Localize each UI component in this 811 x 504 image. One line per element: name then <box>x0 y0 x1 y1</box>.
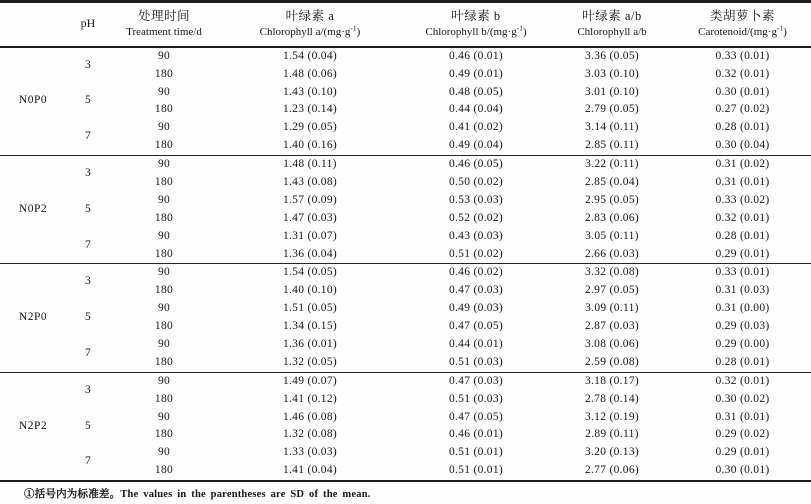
table-row <box>0 174 811 192</box>
footnote-english: The values in the parentheses are SD of the mean. <box>120 488 371 500</box>
cell-chlorophyll-ab: 3.36 (0.05) <box>584 49 640 62</box>
cell-carotenoid: 0.33 (0.01) <box>715 49 770 62</box>
ph-value: 3 <box>66 264 110 300</box>
cell-chlorophyll-a: 1.33 (0.03) <box>282 446 338 459</box>
col-header-chlorophyll-a <box>218 2 402 47</box>
cell-chlorophyll-a: 1.41 (0.04) <box>282 464 338 477</box>
table-body <box>0 47 811 481</box>
cell-carotenoid: 0.27 (0.02) <box>715 103 770 116</box>
cell-treatment-time: 90 <box>110 372 218 390</box>
cell-chlorophyll-ab: 3.20 (0.13) <box>584 446 640 459</box>
chlorophyll-b-label-zh: 叶绿素 b <box>451 9 501 23</box>
cell-carotenoid: 0.30 (0.01) <box>715 464 770 477</box>
cell-chlorophyll-ab: 3.22 (0.11) <box>550 155 674 173</box>
cell-treatment-time: 180 <box>154 428 174 441</box>
cell-treatment-time: 180 <box>154 247 174 260</box>
table-row <box>0 336 811 354</box>
cell-chlorophyll-ab: 3.05 (0.11) <box>585 229 639 242</box>
cell-carotenoid: 0.32 (0.01) <box>715 67 770 80</box>
cell-chlorophyll-b: 0.46 (0.01) <box>448 49 504 62</box>
table-row <box>0 210 811 228</box>
cell-chlorophyll-b: 0.51 (0.01) <box>448 446 504 459</box>
chlorophyll-a-label-en: Chlorophyll $a/(mg\cdot g^{-1})$ <box>259 23 361 39</box>
cell-carotenoid: 0.29 (0.02) <box>715 428 770 441</box>
cell-treatment-time: 90 <box>110 264 218 282</box>
table-row <box>0 227 811 245</box>
col-header-chlorophyll-ab <box>550 2 674 47</box>
superscript-unit: -1 <box>516 23 523 33</box>
table-row <box>0 245 811 263</box>
cell-treatment-time: 90 <box>157 337 171 350</box>
cell-treatment-time: 180 <box>154 284 174 297</box>
ph-value: 3 <box>84 58 92 71</box>
cell-chlorophyll-ab: 3.03 (0.10) <box>584 67 640 80</box>
table-row <box>0 65 811 83</box>
col-header-carotenoid <box>674 2 811 47</box>
cell-carotenoid: 0.31 (0.00) <box>715 302 770 315</box>
group-label-n0p0: N0P0 <box>18 94 48 107</box>
cell-carotenoid: 0.29 (0.01) <box>715 247 770 260</box>
col-header-chlorophyll-b <box>402 2 550 47</box>
ph-value: 3 <box>66 155 110 191</box>
cell-chlorophyll-b: 0.47 (0.03) <box>448 284 504 297</box>
group-label-n2p0: N2P0 <box>0 264 66 372</box>
cell-treatment-time: 90 <box>157 302 171 315</box>
ph-header-label: pH <box>80 16 96 31</box>
table-row <box>0 282 811 300</box>
cell-carotenoid: 0.32 (0.01) <box>674 372 811 390</box>
cell-chlorophyll-b: 0.46 (0.01) <box>448 428 504 441</box>
cell-treatment-time: 90 <box>157 193 171 206</box>
table-row <box>0 47 811 66</box>
cell-treatment-time: 180 <box>154 139 174 152</box>
cell-chlorophyll-b: 0.46 (0.02) <box>402 264 550 282</box>
ph-value: 7 <box>84 346 92 359</box>
table-row <box>0 155 811 173</box>
table-row <box>0 300 811 318</box>
cell-carotenoid: 0.31 (0.01) <box>715 175 770 188</box>
cell-carotenoid: 0.29 (0.00) <box>715 337 770 350</box>
cell-treatment-time: 180 <box>154 175 174 188</box>
cell-chlorophyll-b: 0.43 (0.03) <box>448 229 504 242</box>
cell-treatment-time: 180 <box>154 355 174 368</box>
col-header-treatment-time <box>110 2 218 47</box>
cell-chlorophyll-ab: 3.32 (0.08) <box>550 264 674 282</box>
table-row <box>0 354 811 372</box>
cell-carotenoid: 0.31 (0.02) <box>674 155 811 173</box>
table-row <box>0 137 811 155</box>
cell-chlorophyll-a: 1.29 (0.05) <box>282 121 338 134</box>
cell-treatment-time: 90 <box>157 410 171 423</box>
treatment-time-label-en: Treatment time/d <box>126 26 202 39</box>
cell-chlorophyll-a: 1.57 (0.09) <box>282 193 338 206</box>
cell-chlorophyll-ab: 3.18 (0.17) <box>550 372 674 390</box>
cell-carotenoid: 0.32 (0.01) <box>715 211 770 224</box>
cell-chlorophyll-ab: 3.08 (0.06) <box>584 337 640 350</box>
cell-chlorophyll-b: 0.44 (0.04) <box>448 103 504 116</box>
cell-chlorophyll-a: 1.36 (0.01) <box>282 337 338 350</box>
cell-chlorophyll-ab: 3.14 (0.11) <box>585 121 639 134</box>
cell-chlorophyll-a: 1.54 (0.04) <box>282 49 338 62</box>
cell-chlorophyll-a: 1.31 (0.07) <box>282 229 338 242</box>
cell-chlorophyll-ab: 2.85 (0.04) <box>584 175 640 188</box>
cell-treatment-time: 90 <box>157 446 171 459</box>
cell-chlorophyll-b: 0.49 (0.01) <box>448 67 504 80</box>
cell-chlorophyll-b: 0.50 (0.02) <box>448 175 504 188</box>
ph-value: 7 <box>84 238 92 251</box>
cell-chlorophyll-b: 0.47 (0.05) <box>448 410 504 423</box>
table-row <box>0 83 811 101</box>
table-footnote <box>0 482 811 501</box>
cell-chlorophyll-a: 1.49 (0.07) <box>218 372 402 390</box>
cell-chlorophyll-a: 1.32 (0.05) <box>282 355 338 368</box>
cell-treatment-time: 90 <box>110 155 218 173</box>
cell-chlorophyll-ab: 2.77 (0.06) <box>584 464 640 477</box>
chlorophyll-ab-label-en: Chlorophyll a/b <box>577 26 647 39</box>
table-row <box>0 119 811 137</box>
cell-chlorophyll-b: 0.51 (0.03) <box>448 392 504 405</box>
cell-chlorophyll-a: 1.43 (0.08) <box>282 175 338 188</box>
table-row <box>0 444 811 462</box>
cell-carotenoid: 0.30 (0.02) <box>715 392 770 405</box>
cell-chlorophyll-ab: 2.97 (0.05) <box>584 284 640 297</box>
group-label-n2p2: N2P2 <box>0 372 66 481</box>
cell-chlorophyll-ab: 2.83 (0.06) <box>584 211 640 224</box>
ph-value: 5 <box>84 94 92 107</box>
carotenoid-label-en: Carotenoid/$(mg\cdot g^{-1})$ <box>698 23 787 39</box>
table-row <box>0 264 811 282</box>
cell-chlorophyll-ab: 2.89 (0.11) <box>585 428 639 441</box>
cell-chlorophyll-b: 0.51 (0.01) <box>448 464 504 477</box>
cell-chlorophyll-b: 0.47 (0.03) <box>402 372 550 390</box>
cell-chlorophyll-b: 0.52 (0.02) <box>448 211 504 224</box>
cell-chlorophyll-b: 0.47 (0.05) <box>448 320 504 333</box>
cell-treatment-time: 180 <box>154 392 174 405</box>
cell-chlorophyll-b: 0.53 (0.03) <box>448 193 504 206</box>
chlorophyll-b-label-en: Chlorophyll $b/(mg\cdot g^{-1})$ <box>425 23 527 39</box>
cell-chlorophyll-a: 1.40 (0.16) <box>282 139 338 152</box>
superscript-unit: -1 <box>776 23 784 33</box>
cell-treatment-time: 180 <box>154 103 174 116</box>
table-row <box>0 462 811 481</box>
cell-treatment-time: 90 <box>157 229 171 242</box>
ph-value: 7 <box>84 130 92 143</box>
ph-value: 3 <box>66 372 110 408</box>
cell-chlorophyll-b: 0.49 (0.03) <box>448 302 504 315</box>
cell-carotenoid: 0.31 (0.01) <box>715 410 770 423</box>
col-header-group <box>0 2 66 47</box>
cell-chlorophyll-ab: 2.78 (0.14) <box>584 392 640 405</box>
cell-chlorophyll-b: 0.51 (0.03) <box>448 355 504 368</box>
treatment-time-label-zh: 处理时间 <box>137 9 190 23</box>
header-row <box>0 2 811 47</box>
group-label-n0p2: N0P2 <box>0 155 66 263</box>
cell-chlorophyll-ab: 2.79 (0.05) <box>584 103 640 116</box>
table-row <box>0 101 811 119</box>
table-row <box>0 372 811 390</box>
cell-carotenoid: 0.29 (0.01) <box>715 446 770 459</box>
footnote-chinese: ①括号内为标准差。 <box>24 488 121 500</box>
cell-carotenoid: 0.33 (0.01) <box>674 264 811 282</box>
table-row <box>0 192 811 210</box>
cell-chlorophyll-b: 0.51 (0.02) <box>448 247 504 260</box>
carotenoid-label-zh: 类胡萝卜素 <box>709 9 775 23</box>
cell-chlorophyll-a: 1.23 (0.14) <box>282 103 338 116</box>
cell-chlorophyll-ab: 2.95 (0.05) <box>584 193 640 206</box>
cell-chlorophyll-a: 1.41 (0.12) <box>282 392 338 405</box>
cell-chlorophyll-a: 1.48 (0.06) <box>282 67 338 80</box>
ph-value: 5 <box>84 202 92 215</box>
cell-treatment-time: 180 <box>154 320 174 333</box>
ph-value: 5 <box>84 419 92 432</box>
cell-chlorophyll-ab: 3.09 (0.11) <box>585 302 639 315</box>
table-header <box>0 2 811 47</box>
superscript-unit: -1 <box>350 23 357 33</box>
cell-chlorophyll-b: 0.48 (0.05) <box>448 85 504 98</box>
cell-chlorophyll-a: 1.47 (0.03) <box>282 211 338 224</box>
cell-chlorophyll-a: 1.36 (0.04) <box>282 247 338 260</box>
ph-value: 5 <box>84 311 92 324</box>
cell-chlorophyll-a: 1.54 (0.05) <box>218 264 402 282</box>
cell-carotenoid: 0.28 (0.01) <box>715 121 770 134</box>
table-row <box>0 408 811 426</box>
table-row <box>0 426 811 444</box>
ph-value: 7 <box>84 455 92 468</box>
cell-treatment-time: 180 <box>154 464 174 477</box>
cell-carotenoid: 0.29 (0.03) <box>715 320 770 333</box>
cell-chlorophyll-a: 1.40 (0.10) <box>282 284 338 297</box>
cell-carotenoid: 0.28 (0.01) <box>715 229 770 242</box>
cell-chlorophyll-ab: 3.01 (0.10) <box>584 85 640 98</box>
chlorophyll-a-label-zh: 叶绿素 a <box>285 9 335 23</box>
cell-chlorophyll-b: 0.41 (0.02) <box>448 121 504 134</box>
cell-chlorophyll-b: 0.46 (0.05) <box>402 155 550 173</box>
cell-chlorophyll-ab: 2.59 (0.08) <box>584 355 640 368</box>
cell-chlorophyll-ab: 3.12 (0.19) <box>584 410 640 423</box>
cell-treatment-time: 90 <box>157 121 171 134</box>
cell-treatment-time: 90 <box>157 49 171 62</box>
table-row <box>0 318 811 336</box>
table-row <box>0 390 811 408</box>
cell-treatment-time: 90 <box>157 85 171 98</box>
cell-chlorophyll-a: 1.48 (0.11) <box>218 155 402 173</box>
cell-carotenoid: 0.30 (0.01) <box>715 85 770 98</box>
cell-carotenoid: 0.33 (0.02) <box>715 193 770 206</box>
cell-carotenoid: 0.31 (0.03) <box>715 284 770 297</box>
cell-carotenoid: 0.30 (0.04) <box>715 139 770 152</box>
cell-treatment-time: 180 <box>154 211 174 224</box>
cell-chlorophyll-a: 1.34 (0.15) <box>282 320 338 333</box>
cell-chlorophyll-a: 1.46 (0.08) <box>282 410 338 423</box>
cell-chlorophyll-a: 1.43 (0.10) <box>282 85 338 98</box>
cell-treatment-time: 180 <box>154 67 174 80</box>
col-header-ph <box>66 2 110 47</box>
cell-chlorophyll-a: 1.51 (0.05) <box>282 302 338 315</box>
cell-chlorophyll-ab: 2.66 (0.03) <box>584 247 640 260</box>
cell-chlorophyll-a: 1.32 (0.08) <box>282 428 338 441</box>
cell-carotenoid: 0.28 (0.01) <box>715 355 770 368</box>
cell-chlorophyll-b: 0.44 (0.01) <box>448 337 504 350</box>
cell-chlorophyll-b: 0.49 (0.04) <box>448 139 504 152</box>
cell-chlorophyll-ab: 2.85 (0.11) <box>585 139 639 152</box>
chlorophyll-ab-label-zh: 叶绿素 a/b <box>582 9 642 23</box>
cell-chlorophyll-ab: 2.87 (0.03) <box>584 320 640 333</box>
